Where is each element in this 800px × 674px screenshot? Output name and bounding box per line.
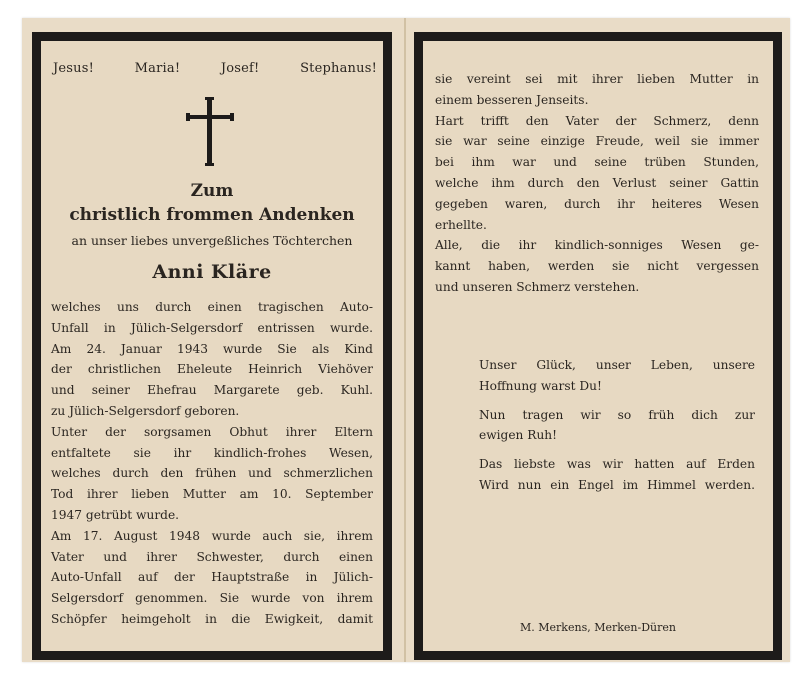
text-line: welches durch den frühen und schmerzlichen xyxy=(51,466,373,481)
heading-zum: Zum xyxy=(190,181,234,201)
text-line: Schöpfer heimgeholt in die Ewigkeit, damit xyxy=(51,611,373,626)
text-line: sie vereint sei mit ihrer lieben Mutter in xyxy=(435,72,759,86)
printer-credit: M. Merkens, Merken-Düren xyxy=(520,621,676,634)
deceased-name: Anni Kläre xyxy=(152,261,272,283)
text-line: 1947 getrübt wurde. xyxy=(51,507,180,522)
text-line: Am 17. August 1948 wurde auch sie, ihrem xyxy=(51,528,373,543)
poem-line: ewigen Ruh! xyxy=(479,428,558,443)
text-line: sie war seine einzige Freude, weil sie immer xyxy=(435,134,759,149)
intro-line: an unser liebes unvergeßliches Töchterchen xyxy=(71,233,353,248)
text-line: zu Jülich-Selgersdorf geboren. xyxy=(51,403,240,418)
name-stephanus: Stephanus! xyxy=(300,61,377,76)
card-fold xyxy=(404,18,406,662)
text-line: der christlichen Eheleute Heinrich Viehöver xyxy=(51,362,373,377)
name-maria: Maria! xyxy=(134,61,181,76)
text-line: entfaltete sie ihr kindlich-frohes Wesen, xyxy=(51,445,373,460)
text-line: Am 24. Januar 1943 wurde Sie als Kind xyxy=(51,341,373,356)
text-line: welches uns durch einen tragischen Auto- xyxy=(51,300,373,314)
text-line: Alle, die ihr kindlich-sonniges Wesen ge- xyxy=(435,238,759,253)
text-line: Auto-Unfall auf der Hauptstraße in Jülich- xyxy=(51,570,373,585)
text-line: Tod ihrer lieben Mutter am 10. September xyxy=(51,487,373,502)
text-line: und unseren Schmerz verstehen. xyxy=(435,279,640,294)
holy-names xyxy=(53,61,377,76)
text-line: Unfall in Jülich-Selgersdorf entrissen wurde. xyxy=(51,320,373,335)
poem-line: Das liebste was wir hatten auf Erden xyxy=(479,457,755,472)
name-josef: Josef! xyxy=(220,61,260,76)
left-body-text xyxy=(51,297,373,630)
poem-line: Unser Glück, unser Leben, unsere xyxy=(479,358,755,372)
text-line: kannt haben, werden sie nicht vergessen xyxy=(435,259,759,274)
text-line: gegeben waren, durch ihr heiteres Wesen xyxy=(435,196,759,211)
poem-line: Hoffnung warst Du! xyxy=(479,378,602,393)
text-line: einem besseren Jenseits. xyxy=(435,92,589,107)
poem-line: Nun tragen wir so früh dich zur xyxy=(479,407,755,422)
text-line: Selgersdorf genommen. Sie wurde von ihrem xyxy=(51,591,373,606)
text-line: welche ihm durch den Verlust seiner Gattin xyxy=(435,175,759,190)
text-line: und seiner Ehefrau Margarete geb. Kuhl. xyxy=(51,383,373,398)
text-line: Hart trifft den Vater der Schmerz, denn xyxy=(435,113,759,128)
text-line: bei ihm war und seine trüben Stunden, xyxy=(435,155,759,170)
heading-andenken: christlich frommen Andenken xyxy=(69,205,355,225)
text-line: Unter der sorgsamen Obhut ihrer Eltern xyxy=(51,424,373,439)
right-panel xyxy=(414,32,782,660)
name-jesus: Jesus! xyxy=(53,61,95,76)
text-line: Vater und ihrer Schwester, durch einen xyxy=(51,549,373,564)
cross-icon xyxy=(186,97,234,167)
poem-line: Wird nun ein Engel im Himmel werden. xyxy=(479,477,755,492)
right-body-text xyxy=(435,69,759,298)
left-panel xyxy=(32,32,392,660)
memorial-poem xyxy=(479,355,755,496)
text-line: erhellte. xyxy=(435,217,487,232)
